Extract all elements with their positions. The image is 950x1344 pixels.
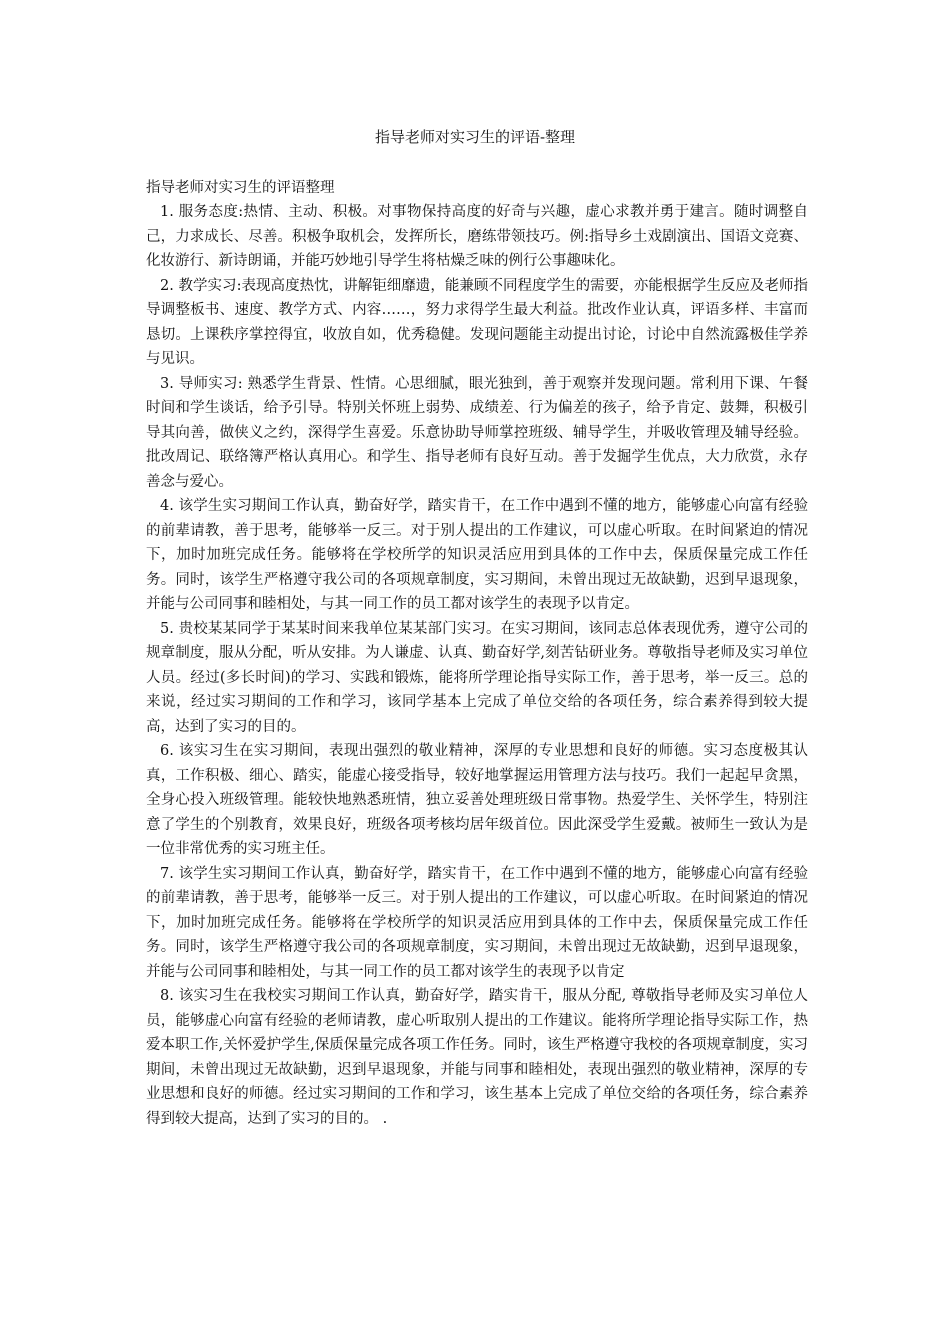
paragraph-1: 1. 服务态度:热情、主动、积极。对事物保持高度的好奇与兴趣，虚心求教并勇于建言。随时调整自己，力求成长、尽善。积极争取机会，发挥所长，磨练带领技巧。例:指导乡土戏剧演出、国语文竞赛、化妆游行、新诗朗诵，并能巧妙地引导学生将枯燥乏味的例行公事趣味化。 <box>146 204 808 269</box>
paragraph-6: 6. 该实习生在实习期间，表现出强烈的敬业精神，深厚的专业思想和良好的师德。实习态度极其认真，工作积极、细心、踏实，能虚心接受指导，较好地掌握运用管理方法与技巧。我们一起起早贪黑，全身心投入班级管理。能较快地熟悉班情，独立妥善处理班级日常事物。热爱学生、关怀学生，特别注意了学生的个别教育，效果良好，班级各项考核均居年级首位。因此深受学生爱戴。被师生一致认为是一位非常优秀的实习班主任。 <box>146 743 808 857</box>
document-body <box>146 176 808 1131</box>
paragraph-7: 7. 该学生实习期间工作认真，勤奋好学，踏实肯干，在工作中遇到不懂的地方，能够虚心向富有经验的前辈请教，善于思考，能够举一反三。对于别人提出的工作建议，可以虚心听取。在时间紧迫的情况下，加时加班完成任务。能够将在学校所学的知识灵活应用到具体的工作中去，保质保量完成工作任务。同时，该学生严格遵守我公司的各项规章制度，实习期间，未曾出现过无故缺勤，迟到早退现象，并能与公司同事和睦相处，与其一同工作的员工都对该学生的表现予以肯定 <box>146 865 808 980</box>
paragraph-3: 3. 导师实习: 熟悉学生背景、性情。心思细腻，眼光独到，善于观察并发现问题。常利用下课、午餐时间和学生谈话，给予引导。特别关怀班上弱势、成绩差、行为偏差的孩子，给予肯定、鼓舞，积极引导其向善，做侠义之约，深得学生喜爱。乐意协助导师掌控班级、辅导学生，并吸收管理及辅导经验。批改周记、联络簿严格认真用心。和学生、指导老师有良好互动。善于发掘学生优点，大力欣赏，永存善念与爱心。 <box>146 375 808 490</box>
paragraph-2: 2. 教学实习:表现高度热忱，讲解钜细靡遗，能兼顾不同程度学生的需要，亦能根据学生反应及老师指导调整板书、速度、教学方式、内容……，努力求得学生最大利益。批改作业认真，评语多样、丰富而恳切。上课秩序掌控得宜，收放自如，优秀稳健。发现问题能主动提出讨论，讨论中自然流露极佳学养与见识。 <box>146 277 808 367</box>
paragraph-8: 8. 该实习生在我校实习期间工作认真，勤奋好学，踏实肯干，服从分配, 尊敬指导老师及实习单位人员，能够虚心向富有经验的老师请教，虚心听取别人提出的工作建议。能将所学理论指导实际工作，热爱本职工作,关怀爱护学生,保质保量完成各项工作任务。同时，该生严格遵守我校的各项规章制度，实习期间，未曾出现过无故缺勤，迟到早退现象，并能与同事和睦相处，表现出强烈的敬业精神，深厚的专业思想和良好的师德。经过实习期间的工作和学习，该生基本上完成了单位交给的各项任务，综合素养得到较大提高，达到了实习的目的。 . <box>146 988 808 1127</box>
document-subtitle: 指导老师对实习生的评语整理 <box>146 180 335 196</box>
document-title: 指导老师对实习生的评语-整理 <box>374 128 576 146</box>
paragraph-4: 4. 该学生实习期间工作认真，勤奋好学，踏实肯干，在工作中遇到不懂的地方，能够虚心向富有经验的前辈请教，善于思考，能够举一反三。对于别人提出的工作建议，可以虚心听取。在时间紧迫的情况下，加时加班完成任务。能够将在学校所学的知识灵活应用到具体的工作中去，保质保量完成工作任务。同时，该学生严格遵守我公司的各项规章制度，实习期间，未曾出现过无故缺勤，迟到早退现象，并能与公司同事和睦相处，与其一同工作的员工都对该学生的表现予以肯定。 <box>146 498 808 612</box>
paragraph-5: 5. 贵校某某同学于某某时间来我单位某某部门实习。在实习期间，该同志总体表现优秀，遵守公司的规章制度，服从分配，听从安排。为人谦虚、认真、勤奋好学,刻苦钻研业务。尊敬指导老师及实习单位人员。经过(多长时间)的学习、实践和锻炼，能将所学理论指导实际工作，善于思考，举一反三。总的来说，经过实习期间的工作和学习，该同学基本上完成了单位交给的各项任务，综合素养得到较大提高，达到了实习的目的。 <box>146 620 808 735</box>
